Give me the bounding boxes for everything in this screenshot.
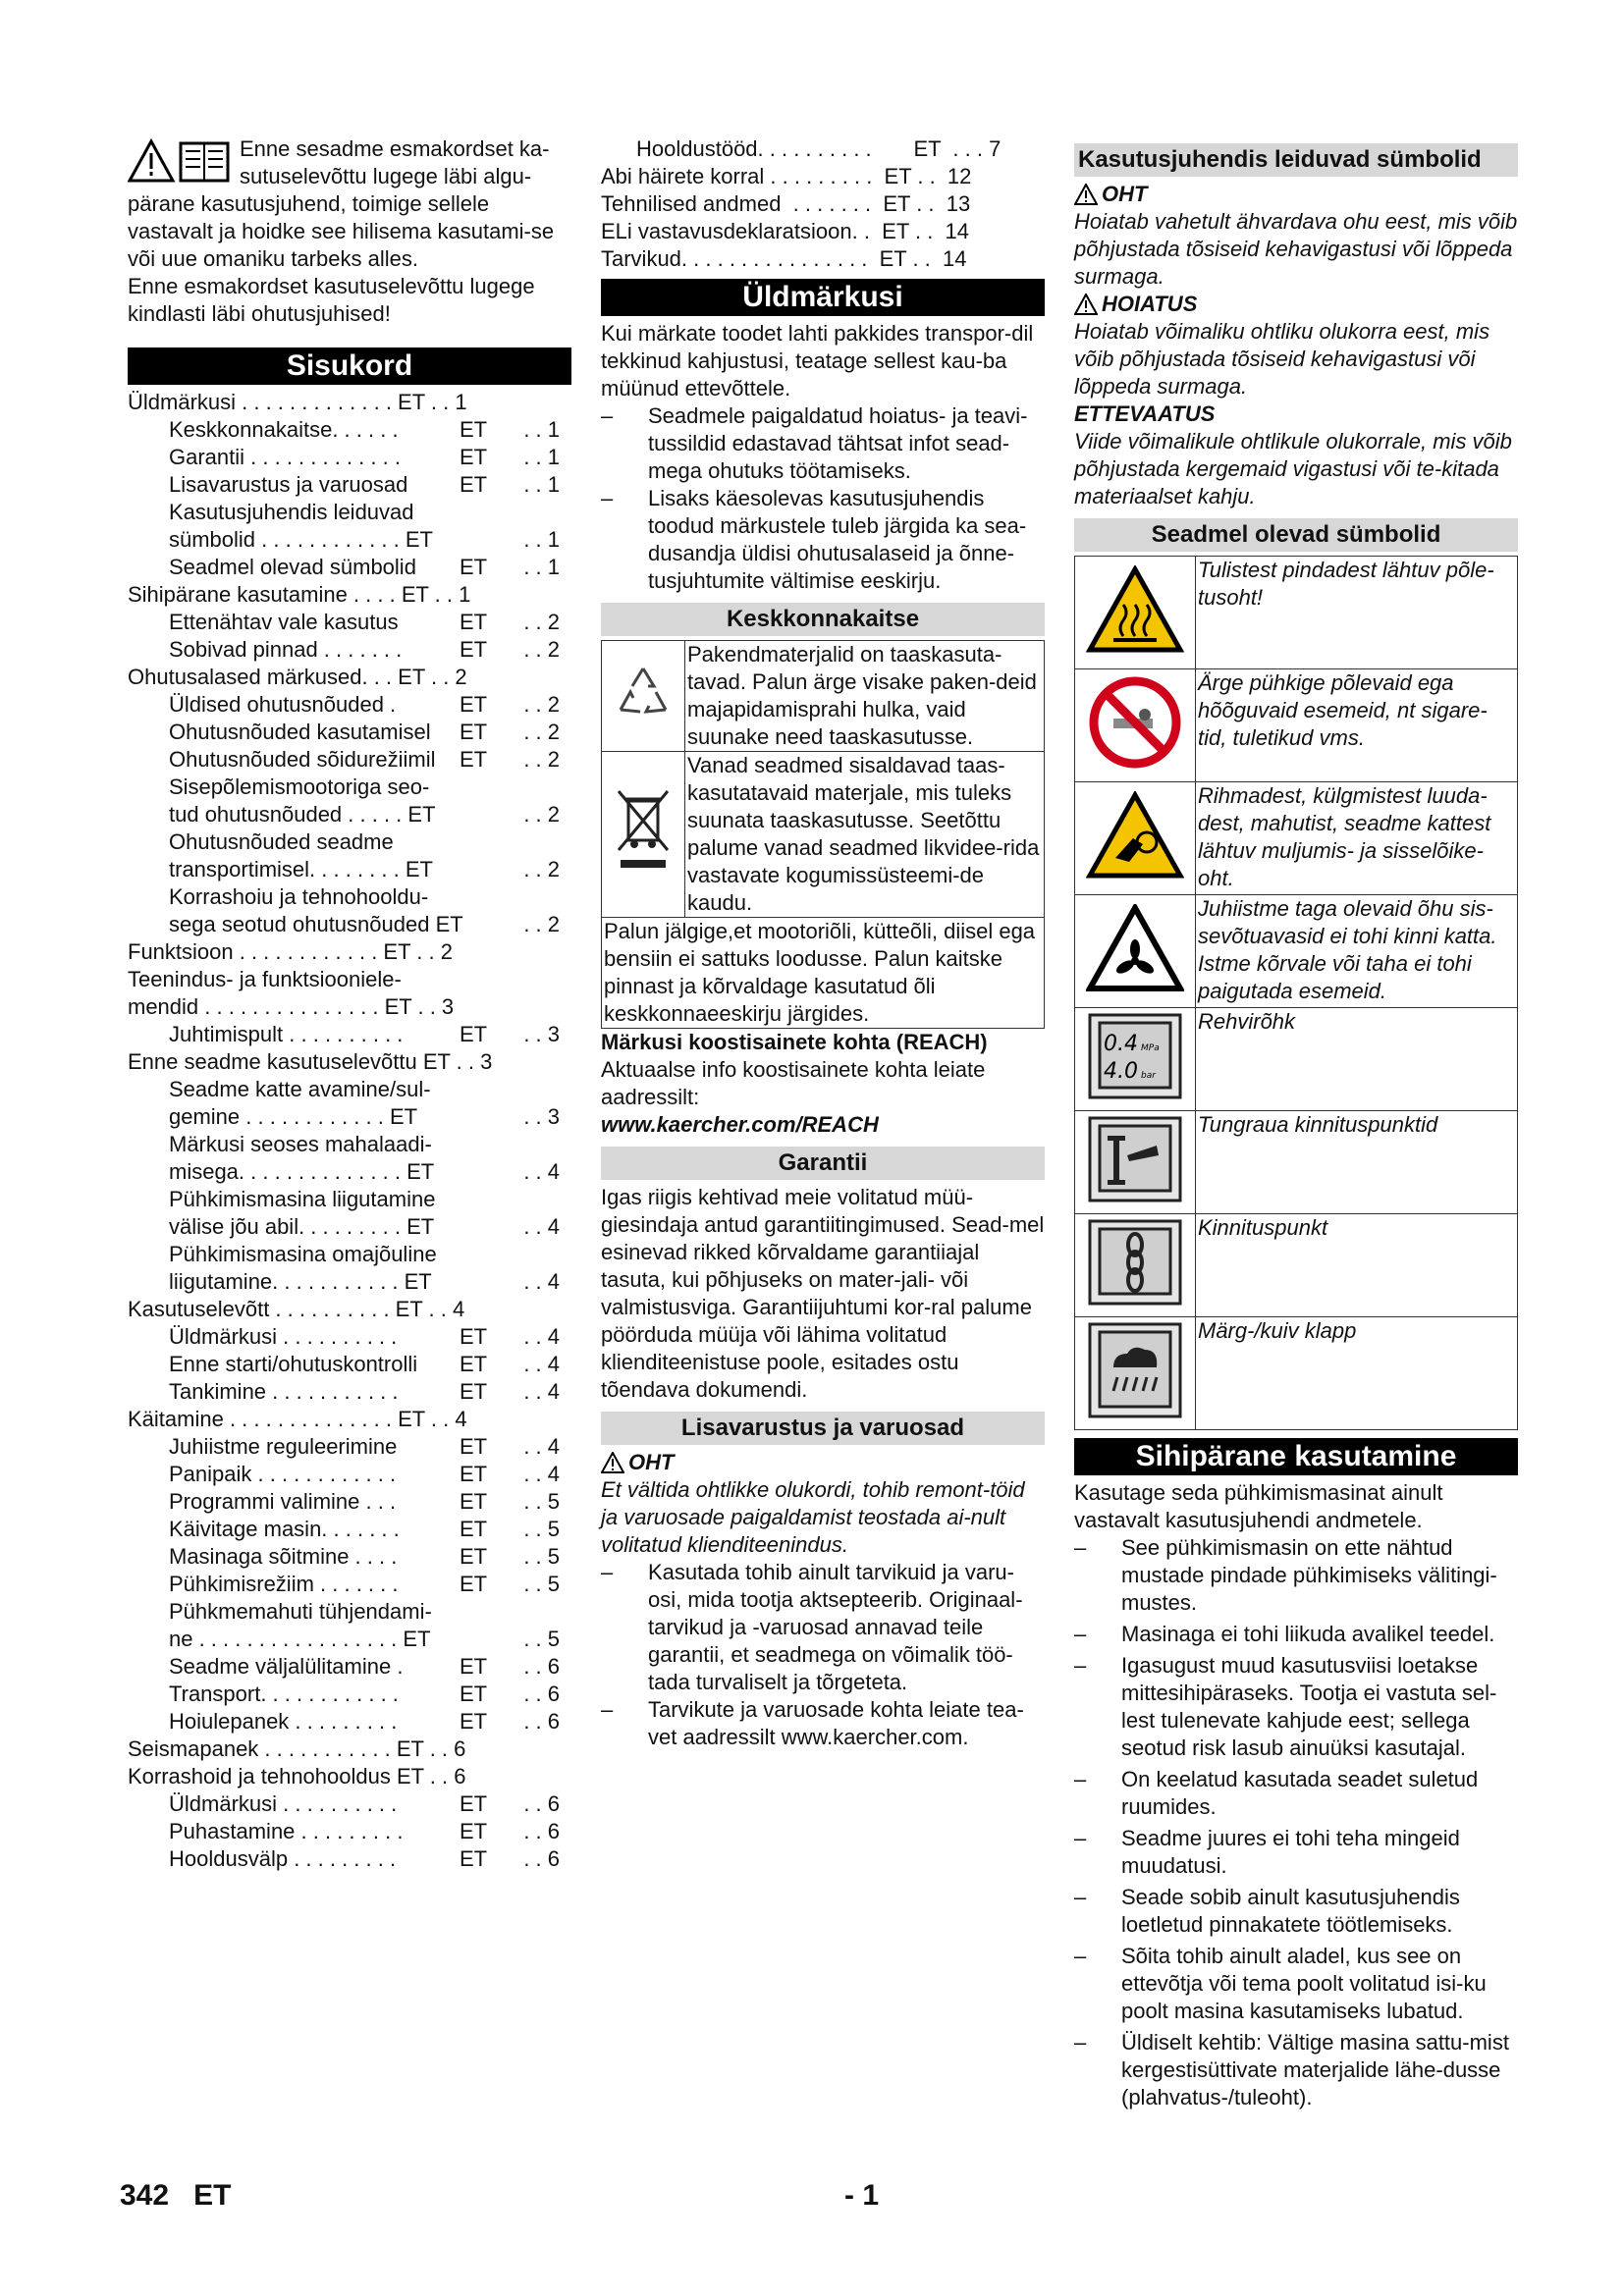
- svg-text:0.4: 0.4: [1104, 1031, 1138, 1056]
- reach-title: Märkusi koostisainete kohta (REACH): [601, 1030, 988, 1054]
- signal-danger: OHT: [1074, 181, 1518, 208]
- section-title-warranty: Garantii: [601, 1147, 1045, 1180]
- intro-line-1: Enne sesadme esmakordset ka-: [240, 136, 550, 161]
- toc-entry[interactable]: Tankimine . . . . . . . . . . . ET . . 4: [169, 1379, 560, 1404]
- section-title-accessories: Lisavarustus ja varuosad: [601, 1412, 1045, 1445]
- column-3: [1074, 135, 1518, 2115]
- warning-text: Hoiatab võimaliku ohtliku olukorra eest, mis võib põhjustada tõsiseid kehavigastusi või lõppeda surmaga.: [1074, 319, 1490, 399]
- signal-warning: HOIATUS: [1074, 291, 1518, 318]
- toc-entry[interactable]: Korrashoid ja tehnohooldus ET . . 6: [128, 1764, 466, 1789]
- symbol-text: Kinnituspunkt: [1196, 1214, 1518, 1317]
- general-intro: Kui märkate toodet lahti pakkides transpor-dil tekkinud kahjustusi, teatage sellest kau-ba müünud ettevõttele.: [601, 321, 1034, 400]
- toc-entry[interactable]: ELi vastavusdeklaratsioon. . ET . . 14: [601, 219, 970, 243]
- toc-entry[interactable]: Kasutusjuhendis leiduvad sümbolid . . . . . . . . . . . . ET . . 1: [169, 500, 560, 552]
- toc-entry[interactable]: Ettenähtav vale kasutus ET . . 2: [169, 610, 560, 634]
- list-item: – Tarvikute ja varuosade kohta leiate tea-vet aadressilt www.kaercher.com.: [601, 1697, 1024, 1749]
- crossed-bin-icon: [611, 787, 676, 876]
- toc-entry[interactable]: Ohutusnõuded sõidurežiimil ET . . 2: [169, 747, 560, 772]
- toc-entry[interactable]: Puhastamine . . . . . . . . . ET . . 6: [169, 1819, 560, 1843]
- accessories-warning: Et vältida ohtlikke olukordi, tohib remont-töid ja varuosade paigaldamist teostada ai-nult volitatud klienditeenindus.: [601, 1477, 1025, 1557]
- toc-entry[interactable]: Enne starti/ohutuskontrolli ET . . 4: [169, 1352, 560, 1376]
- warning-manual-icon: [128, 137, 236, 185]
- toc-entry[interactable]: Sisepõlemismootoriga seo- tud ohutusnõuded . . . . . ET . . 2: [169, 774, 560, 827]
- signal-caution: ETTEVAATUS: [1074, 401, 1216, 426]
- toc-entry[interactable]: Seadme katte avamine/sul- gemine . . . . . . . . . . . . ET . . 3: [169, 1077, 560, 1129]
- list-item: – Seadme juures ei tohi teha mingeid muudatusi.: [1074, 1826, 1460, 1878]
- warning-icon: [601, 1452, 624, 1473]
- toc-entry[interactable]: Funktsioon . . . . . . . . . . . . ET . . 2: [128, 939, 453, 964]
- toc-entry[interactable]: Sobivad pinnad . . . . . . . ET . . 2: [169, 637, 560, 662]
- symbol-text: Tulistest pindadest lähtuv põle-tusoht!: [1196, 557, 1518, 669]
- intro-text: pärane kasutusjuhend, toimige sellele vastavalt ja hoidke see hilisema kasutami-se või uue omaniku tarbeks alles.: [128, 191, 555, 271]
- recycle-icon: [611, 661, 676, 725]
- toc-entry[interactable]: Transport. . . . . . . . . . . . ET . . 6: [169, 1682, 560, 1706]
- list-item: – Seade sobib ainult kasutusjuhendis loetletud pinnakatete töötlemiseks.: [1074, 1885, 1460, 1937]
- symbol-text: Rihmadest, külgmistest luuda-dest, mahutist, seadme kattest lähtuv muljumis- ja sisselõike-oht.: [1196, 782, 1518, 895]
- jack-point-icon: [1088, 1116, 1182, 1202]
- toc-entry[interactable]: Üldmärkusi . . . . . . . . . . ET . . 4: [169, 1324, 560, 1349]
- column-2: [601, 135, 1045, 1751]
- hot-surface-icon: [1086, 565, 1184, 654]
- toc-entry[interactable]: Panipaik . . . . . . . . . . . . ET . . 4: [169, 1462, 560, 1486]
- list-item: – Igasugust muud kasutusviisi loetakse mittesihipäraseks. Tootja ei vastuta sel-lest tulenevate kahjude eest; sellega seotud risk lasub ainuüksi kasutajal.: [1074, 1653, 1497, 1760]
- crush-hazard-icon: [1086, 791, 1184, 880]
- toc-entry[interactable]: Käivitage masin. . . . . . . ET . . 5: [169, 1517, 560, 1541]
- toc-entry[interactable]: Ohutusnõuded seadme transportimisel. . . . . . . . ET . . 2: [169, 829, 560, 881]
- toc-entry[interactable]: Märkusi seoses mahalaadi- misega. . . . . . . . . . . . . . ET . . 4: [169, 1132, 560, 1184]
- list-item: – Lisaks käesolevas kasutusjuhendis toodud märkustele tuleb järgida ka sea-dusandja üldisi ohutusalaseid ja õnne-tusjuhtumite vältimise eeskirju.: [601, 486, 1027, 593]
- caution-text: Viide võimalikule ohtlikule olukorrale, mis võib põhjustada kergemaid vigastusi või te-kitada materiaalset kahju.: [1074, 429, 1512, 508]
- signal-danger: OHT: [601, 1449, 1045, 1476]
- toc-entry[interactable]: Seismapanek . . . . . . . . . . . ET . . 6: [128, 1736, 466, 1761]
- toc-entry[interactable]: Keskkonnakaitse. . . . . . ET . . 1: [169, 417, 560, 442]
- toc-entry[interactable]: Hooldusvälp . . . . . . . . . ET . . 6: [169, 1846, 560, 1871]
- toc-title: Sisukord: [128, 347, 571, 385]
- intro-line-2: sutuselevõttu lugege läbi algu-: [240, 164, 532, 188]
- toc-entry[interactable]: Masinaga sõitmine . . . . ET . . 5: [169, 1544, 560, 1569]
- toc-entry[interactable]: Korrashoiu ja tehnohooldu- sega seotud ohutusnõuded ET . . 2: [169, 884, 560, 936]
- section-title-device-symbols: Seadmel olevad sümbolid: [1074, 518, 1518, 552]
- sheet-number: - 1: [844, 2179, 880, 2212]
- section-title-intended-use: Sihipärane kasutamine: [1074, 1438, 1518, 1475]
- fan-warning-icon: [1086, 904, 1184, 992]
- symbol-text: Rehvirõhk: [1196, 1008, 1518, 1111]
- warning-icon: [1074, 184, 1098, 205]
- toc-entry[interactable]: Ohutusnõuded kasutamisel ET . . 2: [169, 720, 560, 744]
- no-burning-objects-icon: [1088, 675, 1182, 770]
- svg-text:bar: bar: [1141, 1070, 1156, 1081]
- toc-entry[interactable]: Üldmärkusi . . . . . . . . . . ET . . 6: [169, 1791, 560, 1816]
- list-item: – On keelatud kasutada seadet suletud ruumides.: [1074, 1767, 1479, 1819]
- toc-continued: [601, 135, 1045, 273]
- toc-entry[interactable]: Üldmärkusi . . . . . . . . . . . . . ET . . 1: [128, 390, 467, 414]
- toc-entry[interactable]: Pühkimisrežiim . . . . . . . ET . . 5: [169, 1572, 560, 1596]
- env-oil-text: Palun jälgige,et mootoriõli, kütteõli, diisel ega bensiin ei sattuks loodusse. Palun kaitske pinnast ja kõrvaldage kasutatud õli keskkonnaeeskirju järgides.: [602, 918, 1045, 1029]
- env-old-devices-text: Vanad seadmed sisaldavad taas-kasutatavaid materjale, mis tuleks suunata taaskasutusse. Seetõttu palume vanad seadmed likvidee-rida vastavate kogumissüsteemi-de kaudu.: [685, 752, 1045, 918]
- wet-dry-flap-icon: [1088, 1322, 1182, 1418]
- warning-icon: [1074, 294, 1098, 315]
- reach-text: Aktuaalse info koostisainete kohta leiate aadressilt:: [601, 1057, 986, 1109]
- list-item: – Sõita tohib ainult aladel, kus see on ettevõtja või tema poolt volitatud isi-ku poolt masina kasutamiseks lubatud.: [1074, 1944, 1487, 2023]
- device-symbols-table: [1074, 556, 1518, 1430]
- toc-entry[interactable]: Programmi valimine . . . ET . . 5: [169, 1489, 560, 1514]
- section-title-manual-symbols: Kasutusjuhendis leiduvad sümbolid: [1074, 143, 1518, 177]
- toc-entry[interactable]: Üldised ohutusnõuded . ET . . 2: [169, 692, 560, 717]
- list-item: – See pühkimismasin on ette nähtud mustade pindade pühkimiseks välitingi-mustes.: [1074, 1535, 1497, 1615]
- svg-text:4.0: 4.0: [1104, 1058, 1138, 1084]
- toc-entry[interactable]: Enne seadme kasutuselevõttu ET . . 3: [128, 1049, 493, 1074]
- toc-entry[interactable]: Hooldustööd. . . . . . . . . . ET . . . 7: [636, 136, 1001, 161]
- toc-entry[interactable]: Hoiulepanek . . . . . . . . . ET . . 6: [169, 1709, 560, 1734]
- toc-entry[interactable]: Garantii . . . . . . . . . . . . . ET . . 1: [169, 445, 560, 469]
- intended-use-intro: Kasutage seda pühkimismasinat ainult vastavalt kasutusjuhendi andmetele.: [1074, 1480, 1443, 1532]
- toc-entry[interactable]: Tarvikud. . . . . . . . . . . . . . . . ET . . 14: [601, 246, 967, 271]
- column-1: [128, 135, 571, 1873]
- page-number: 342 ET: [120, 2179, 232, 2212]
- section-title-env: Keskkonnakaitse: [601, 603, 1045, 636]
- list-item: – Masinaga ei tohi liikuda avalikel teedel.: [1074, 1622, 1495, 1646]
- toc-entry[interactable]: Sihipärane kasutamine . . . . ET . . 1: [128, 582, 471, 607]
- toc-entry[interactable]: Tehnilised andmed . . . . . . . ET . . 13: [601, 191, 971, 216]
- warranty-text: Igas riigis kehtivad meie volitatud müü-giesindaja antud garantiitingimused. Sead-mel esinevad rikked kõrvaldame garantiiajal tasuta, kui põhjuseks on mater-jali- või valmistusviga. Garantiijuhtumi kor-ral palume pöörduda müüja või lähima volitatud klienditeenistuse poole, esitades ostu tõendava dokumendi.: [601, 1185, 1045, 1402]
- toc-entry[interactable]: Kasutuselevõtt . . . . . . . . . . ET . . 4: [128, 1297, 465, 1321]
- toc-entry[interactable]: Juhiistme reguleerimine ET . . 4: [169, 1434, 560, 1459]
- toc-entry[interactable]: Ohutusalased märkused. . . ET . . 2: [128, 665, 467, 689]
- symbol-text: Tungraua kinnituspunktid: [1196, 1111, 1518, 1214]
- list-item: – Üldiselt kehtib: Vältige masina sattu-mist kergestisüttivate materjalide lähe-dusse (plahvatus-/tuleoht).: [1074, 2030, 1509, 2109]
- env-table: [601, 640, 1045, 1029]
- svg-text:MPa: MPa: [1141, 1042, 1160, 1053]
- toc-entry[interactable]: Seadmel olevad sümbolid ET . . 1: [169, 555, 560, 579]
- toc-entry[interactable]: Seadme väljalülitamine . ET . . 6: [169, 1654, 560, 1679]
- toc-entry[interactable]: Juhtimispult . . . . . . . . . . ET . . 3: [169, 1022, 560, 1046]
- intended-use-list: [1074, 1534, 1518, 2111]
- reach-link[interactable]: www.kaercher.com/REACH: [601, 1112, 879, 1137]
- intro-safety: Enne esmakordset kasutuselevõttu lugege kindlasti läbi ohutusjuhised!: [128, 274, 535, 326]
- symbol-text: Juhiistme taga olevaid õhu sis-sevõtuavasid ei tohi kinni katta. Istme kõrvale või taha ei tohi paigutada esemeid.: [1196, 895, 1518, 1008]
- danger-text: Hoiatab vahetult ähvardava ohu eest, mis võib põhjustada tõsiseid kehavigastusi või lõppeda surmaga.: [1074, 209, 1518, 289]
- intro: [128, 135, 571, 328]
- toc-entry[interactable]: Lisavarustus ja varuosad ET . . 1: [169, 472, 560, 497]
- symbol-text: Märg-/kuiv klapp: [1196, 1317, 1518, 1430]
- toc-entry[interactable]: Pühkimismasina liigutamine välise jõu abil. . . . . . . . . ET . . 4: [169, 1187, 560, 1239]
- toc-entry[interactable]: Abi häirete korral . . . . . . . . . ET . . 12: [601, 164, 972, 188]
- tie-down-point-icon: [1088, 1219, 1182, 1306]
- section-title-general: Üldmärkusi: [601, 279, 1045, 316]
- toc-entry[interactable]: Pühkmemahuti tühjendami- ne . . . . . . . . . . . . . . . . . ET . . 5: [169, 1599, 560, 1651]
- tire-pressure-icon: [1088, 1013, 1182, 1099]
- toc-entry[interactable]: Teenindus- ja funktsioonielе- mendid . . . . . . . . . . . . . . . ET . . 3: [128, 967, 455, 1019]
- symbol-text: Ärge pühkige põlevaid ega hõõguvaid esemeid, nt sigare-tid, tuletikud vms.: [1196, 669, 1518, 782]
- list-item: – Kasutada tohib ainult tarvikuid ja varu-osi, mida tootja aktsepteerib. Originaal-tarvikud ja -varuosad annavad teile garantii, et seadmega on võimalik töö-tada turvaliselt ja tõrgeteta.: [601, 1560, 1023, 1694]
- toc-entry[interactable]: Käitamine . . . . . . . . . . . . . . ET . . 4: [128, 1407, 467, 1431]
- list-item: – Seadmele paigaldatud hoiatus- ja teavi-tussildid edastavad tähtsat infot sead-mega ohutuks töötamiseks.: [601, 403, 1028, 483]
- env-packaging-text: Pakendmaterjalid on taaskasuta-tavad. Palun ärge visake paken-deid majapidamisprahi hulka, vaid suunake need taaskasutusse.: [685, 641, 1045, 752]
- toc-entry[interactable]: Pühkimismasina omajõuline liigutamine. . . . . . . . . . . ET . . 4: [169, 1242, 560, 1294]
- table-of-contents: [128, 389, 571, 1873]
